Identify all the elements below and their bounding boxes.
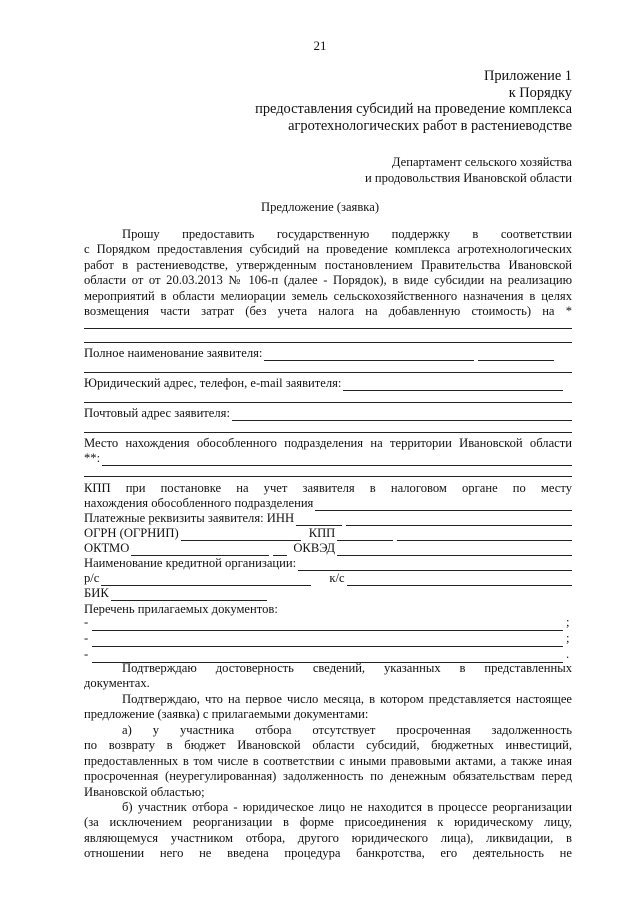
documents-label: Перечень прилагаемых документов: (84, 602, 278, 616)
appendix-line: предоставления субсидий на проведение комплекса (255, 101, 572, 117)
list-dash: - (84, 647, 89, 662)
text-line: (за исключением реорганизации в форме присоединения к юридическому лицу, (84, 815, 572, 830)
credit-org-field[interactable] (84, 556, 572, 571)
blank-line[interactable] (84, 402, 572, 403)
field-blank[interactable] (251, 545, 269, 556)
addressee-line: Департамент сельского хозяйства (391, 155, 572, 169)
intro-line: работ в растениеводстве, утвержденным постановлением Правительства Ивановской (84, 257, 572, 272)
text-line: предоставленных в том числе в соответствии с иными правовыми актами, а также иная (84, 753, 572, 768)
text-line: являющемуся участником отбора, другого юридического лица), ликвидации, в (84, 830, 572, 845)
field-blank[interactable] (337, 530, 393, 541)
intro-paragraph (84, 227, 572, 319)
field-label: Место нахождения обособленного подразделения на территории Ивановской области (84, 436, 572, 450)
field-blank[interactable] (232, 410, 446, 421)
branch-location-field[interactable] (84, 436, 572, 451)
field-blank[interactable] (285, 530, 301, 541)
field-blank[interactable] (298, 560, 464, 571)
field-label: КПП при постановке на учет заявителя в налоговом органе по месту (84, 481, 572, 495)
field-blank[interactable] (296, 515, 342, 526)
field-blank[interactable] (397, 530, 572, 541)
field-blank[interactable] (231, 530, 285, 541)
addressee (365, 155, 572, 186)
field-blank[interactable] (483, 380, 563, 391)
field-label: БИК (84, 585, 109, 600)
branch-location-line[interactable] (84, 451, 572, 466)
text-line: Ивановской областью; (84, 784, 205, 799)
document-title: Предложение (заявка) (260, 200, 380, 214)
field-blank[interactable] (92, 620, 563, 631)
bik-field[interactable] (84, 586, 572, 601)
intro-line: возмещения части затрат (без учета налога на добавленную стоимость) на * (84, 304, 572, 319)
field-label: ОКВЭД (293, 540, 336, 555)
blank-line[interactable] (84, 432, 572, 433)
field-blank[interactable] (264, 350, 474, 361)
field-blank[interactable] (347, 575, 411, 586)
inn-field[interactable] (84, 511, 572, 526)
field-label: Платежные реквизиты заявителя: ИНН (84, 510, 295, 525)
field-blank[interactable] (131, 545, 251, 556)
intro-line: Прошу предоставить государственную поддержку в соответствии (122, 227, 572, 241)
addressee-line: и продовольствия Ивановской области (364, 170, 572, 185)
text-line: просроченная (неурегулированная) задолженность по денежным обязательствам перед (84, 769, 572, 784)
field-label: **: (84, 450, 101, 465)
field-blank[interactable] (411, 575, 572, 586)
clause-a (84, 723, 572, 800)
confirm-paragraph (84, 692, 572, 723)
blank-line[interactable] (84, 476, 572, 477)
text-line: документах. (84, 676, 150, 691)
field-blank[interactable] (181, 530, 231, 541)
appendix-line: Приложение 1 (483, 68, 572, 84)
field-blank[interactable] (273, 545, 287, 556)
field-label: р/с (84, 570, 100, 585)
field-label: Наименование кредитной организации: (84, 555, 297, 570)
clause-b (84, 800, 572, 862)
field-blank[interactable] (101, 575, 225, 586)
postal-address-field[interactable] (84, 406, 572, 421)
field-label: КПП (308, 525, 336, 540)
text-line: по возврату в бюджет Ивановской области субсидий, бюджетных инвестиций, (84, 738, 572, 753)
field-blank[interactable] (315, 500, 403, 511)
blank-line[interactable] (84, 328, 572, 329)
text-line: Подтверждаю достоверность сведений, указанных в представленных (122, 661, 572, 675)
confirm-paragraph (84, 661, 572, 692)
field-label: Почтовый адрес заявителя: (84, 405, 230, 420)
field-blank[interactable] (464, 560, 572, 571)
intro-line: мероприятий в области мелиорации земель сельскохозяйственного назначения в целях (84, 288, 572, 303)
account-field[interactable] (84, 571, 572, 586)
intro-line: с Порядком предоставления субсидий на проведение комплекса агротехнологических (84, 242, 572, 257)
field-blank[interactable] (478, 350, 554, 361)
field-label: ОГРН (ОГРНИП) (84, 525, 179, 540)
field-blank[interactable] (337, 545, 447, 556)
field-label: нахождения обособленного подразделения (84, 495, 314, 510)
list-dash: - (84, 631, 89, 646)
field-blank[interactable] (403, 500, 572, 511)
field-blank[interactable] (447, 545, 572, 556)
oktmo-okved-field[interactable] (84, 541, 572, 556)
text-line: предложение (заявка) с прилагаемыми документами: (84, 707, 369, 722)
appendix-line: агротехнологических работ в растениеводстве (288, 117, 572, 134)
field-blank[interactable] (343, 380, 483, 391)
page-number: 21 (313, 38, 327, 53)
full-name-field[interactable] (84, 346, 572, 361)
text-line: отношении него не введена процедура банкротства, его деятельность не (84, 846, 572, 861)
field-blank[interactable] (111, 590, 267, 601)
ogrn-kpp-field[interactable] (84, 526, 572, 541)
field-blank[interactable] (225, 575, 311, 586)
text-line: Подтверждаю, что на первое число месяца, в котором представляется настоящее (122, 692, 572, 706)
field-label: Юридический адрес, телефон, e-mail заявителя: (84, 375, 342, 390)
text-line: б) участник отбора - юридическое лицо не находится в процессе реорганизации (122, 800, 572, 814)
field-label: Полное наименование заявителя: (84, 345, 263, 360)
field-blank[interactable] (346, 515, 572, 526)
list-end: ; (566, 615, 570, 630)
list-end: ; (566, 631, 570, 646)
document-item[interactable] (84, 630, 572, 647)
document-item[interactable] (84, 614, 572, 631)
appendix-line: к Порядку (508, 84, 572, 101)
legal-address-field[interactable] (84, 376, 572, 391)
list-end: . (566, 647, 570, 662)
field-blank[interactable] (92, 636, 563, 647)
appendix-header (255, 68, 572, 134)
field-label: к/с (329, 570, 345, 585)
field-blank[interactable] (446, 410, 572, 421)
list-dash: - (84, 615, 89, 630)
blank-line[interactable] (84, 372, 572, 373)
branch-kpp-field[interactable] (84, 481, 572, 496)
text-line: а) у участника отбора отсутствует просроченная задолженность (122, 723, 572, 737)
branch-kpp-line[interactable] (84, 496, 572, 511)
intro-line: области от от 20.03.2013 № 106-п (далее - Порядок), в виде субсидии на реализацию (84, 273, 572, 288)
field-blank[interactable] (102, 455, 572, 466)
field-label: ОКТМО (84, 540, 130, 555)
blank-line[interactable] (84, 342, 572, 343)
